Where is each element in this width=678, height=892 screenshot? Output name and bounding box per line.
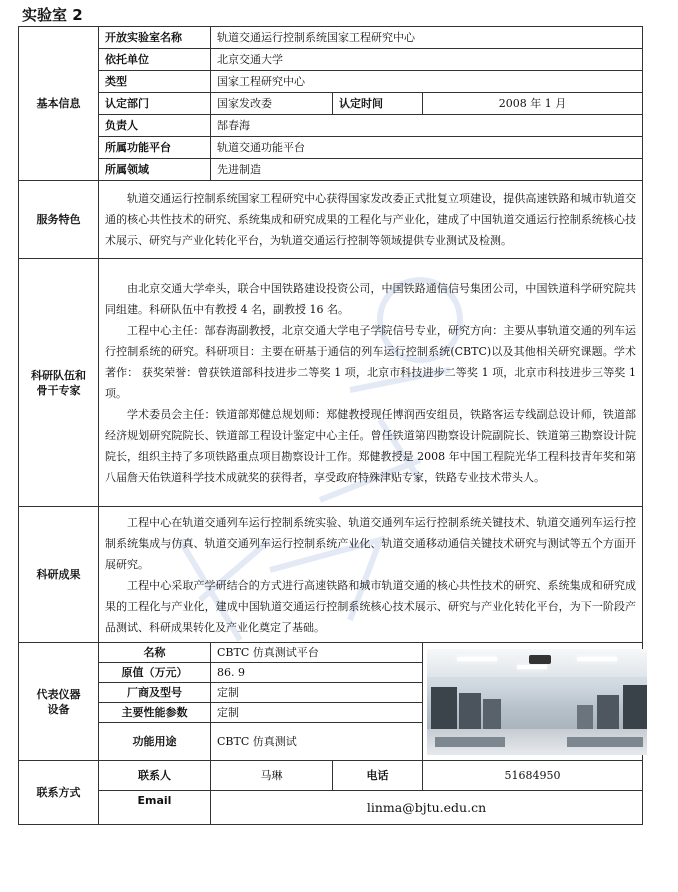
team-paragraph: 由北京交通大学牵头，联合中国铁路建设投资公司，中国铁路通信信号集团公司，中国铁道科学研究院共同组建。科研队伍中有教授 4 名，副教授 16 名。	[105, 281, 637, 316]
instrument-name-label: 名称	[99, 643, 211, 663]
page-title: 实验室 2	[22, 6, 83, 24]
instrument-photo-cell	[423, 643, 643, 761]
results-paragraph: 工程中心在轨道交通列车运行控制系统实验、轨道交通列车运行控制系统关键技术、轨道交通列车运行控制系统集成与仿真、轨道交通列车运行控制系统产业化、轨道交通移动通信关键技术研究与测试等五个方面开展研究。	[105, 515, 637, 571]
section-team-line1: 科研队伍和	[31, 368, 86, 382]
section-team	[19, 259, 99, 507]
contact-person-label: 联系人	[99, 761, 211, 791]
field-label: 所属领域	[99, 159, 211, 181]
instrument-name-value: CBTC 仿真测试平台	[211, 643, 423, 663]
section-team-line2: 骨干专家	[36, 383, 81, 397]
time-value: 2008 年 1 月	[423, 93, 643, 115]
section-contact: 联系方式	[19, 761, 99, 825]
contact-person-value: 马琳	[211, 761, 333, 791]
section-results: 科研成果	[19, 507, 99, 643]
service-text: 轨道交通运行控制系统国家工程研究中心获得国家发改委正式批复立项建设，提供高速铁路和城市轨道交通的核心共性技术的研究、系统集成和研究成果的工程化与产业化，建成了中国轨道交通运行控制系统核心技术展示、研究与产业化转化平台，为轨道交通运行控制等领域提供专业测试及检测。	[105, 192, 637, 247]
platform-label: 所属功能平台	[99, 137, 211, 159]
org-value: 北京交通大学	[211, 49, 643, 71]
instrument-maker-label: 厂商及型号	[99, 683, 211, 703]
type-value: 国家工程研究中心	[211, 71, 643, 93]
type-label: 类型	[99, 71, 211, 93]
lab-name-value: 轨道交通运行控制系统国家工程研究中心	[211, 27, 643, 49]
instrument-perf-label: 主要性能参数	[99, 703, 211, 723]
section-instrument-line2: 设备	[47, 702, 70, 716]
instrument-perf-value: 定制	[211, 703, 423, 723]
instrument-use-label: 功能用途	[99, 723, 211, 761]
instrument-maker-value: 定制	[211, 683, 423, 703]
time-label: 认定时间	[333, 93, 423, 115]
section-instrument	[19, 643, 99, 761]
instrument-photo	[427, 649, 647, 755]
instrument-price-value: 86. 9	[211, 663, 423, 683]
dept-label: 认定部门	[99, 93, 211, 115]
platform-value: 轨道交通功能平台	[211, 137, 643, 159]
team-paragraph: 工程中心主任：郜春海副教授，北京交通大学电子学院信号专业，研究方向：主要从事轨道交通的列车运行控制系统的研究。科研项目：主要在研基于通信的列车运行控制系统(CBTC)以及其他相关研究课题。学术著作： 获奖荣誉：曾获铁道部科技进步二等奖 1 项，北京市科技进步二等奖 1 项，北京市科技进步三等奖 1 项。	[105, 323, 637, 400]
head-label: 负责人	[99, 115, 211, 137]
section-basic-info: 基本信息	[19, 27, 99, 181]
lab-name-label: 开放实验室名称	[99, 27, 211, 49]
contact-phone-label: 电话	[333, 761, 423, 791]
org-label: 依托单位	[99, 49, 211, 71]
contact-email-value[interactable]: linma@bjtu.edu.cn	[211, 791, 643, 825]
contact-email-label: Email	[99, 791, 211, 825]
dept-value: 国家发改委	[211, 93, 333, 115]
head-value: 郜春海	[211, 115, 643, 137]
results-paragraph: 工程中心采取产学研结合的方式进行高速铁路和城市轨道交通的核心共性技术的研究、系统集成和研究成果的工程化与产业化，建成中国轨道交通运行控制系统核心技术展示、研究与产业化转化平台，为下一阶段产品测试、科研成果转化及产业化奠定了基础。	[105, 578, 637, 634]
section-instrument-line1: 代表仪器	[36, 687, 81, 701]
team-paragraph: 学术委员会主任：铁道部郑健总规划师：郑健教授现任博润西安组员，铁路客运专线副总设计师，铁道部经济规划研究院院长、铁道部工程设计鉴定中心主任。曾任铁道第四勘察设计院副院长、铁道第三勘察设计院院长，组织主持了多项铁路重点项目勘察设计工作。郑健教授是 2008 年中国工程院光华工程科技青年奖和第八届詹天佑铁道科学技术成就奖的获得者，享受政府特殊津贴专家，铁路专业技术带头人。	[105, 407, 637, 484]
lab-info-table	[18, 26, 643, 825]
field-value: 先进制造	[211, 159, 643, 181]
instrument-price-label: 原值（万元）	[99, 663, 211, 683]
contact-phone-value: 51684950	[423, 761, 643, 791]
instrument-use-value: CBTC 仿真测试	[211, 723, 423, 761]
section-service: 服务特色	[19, 181, 99, 259]
